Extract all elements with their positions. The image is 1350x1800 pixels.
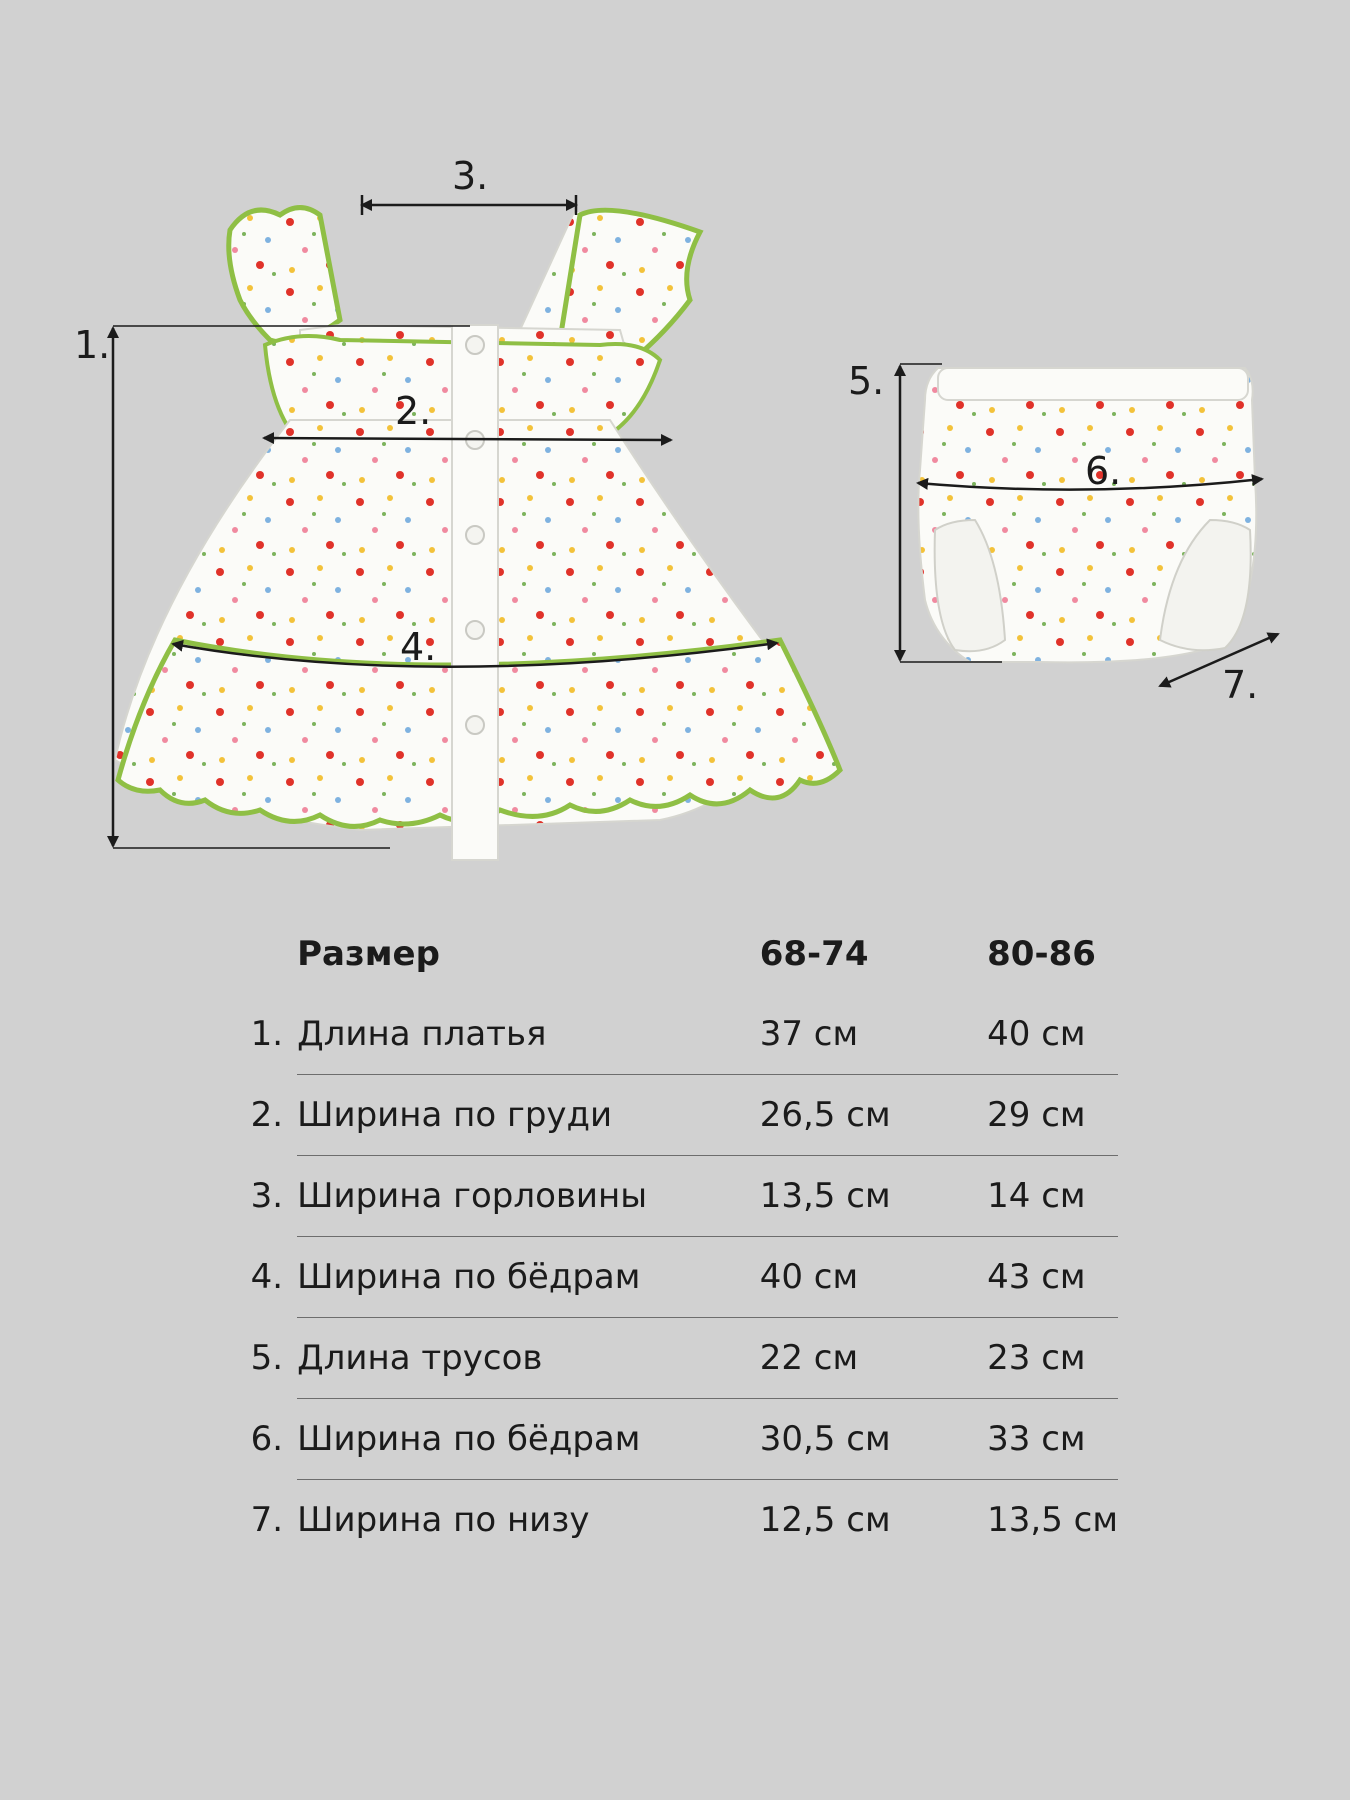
table-row [232,1075,1118,1156]
table-row [232,1156,1118,1237]
row-name: Ширина по бёдрам [297,1399,760,1480]
label-pants-length: 5. [848,359,885,403]
row-value-2: 43 см [987,1237,1118,1318]
row-number: 2. [250,1095,284,1135]
label-chest-width: 2. [395,389,432,433]
header-size-1: 68-74 [759,934,869,974]
row-value-2: 14 см [987,1156,1118,1237]
header-size-2: 80-86 [987,934,1096,974]
row-number: 3. [250,1176,284,1216]
row-number: 6. [250,1419,284,1459]
row-value-1: 37 см [759,1014,859,1054]
label-hip-width-pants: 6. [1085,449,1122,493]
table-row [232,1480,1118,1561]
table-header [232,926,1118,994]
label-hip-width-dress: 4. [400,625,437,669]
header-size-label: Размер [297,934,440,974]
row-value-1: 12,5 см [760,1480,987,1561]
row-value-2: 40 см [987,1014,1086,1054]
row-value-1: 40 см [760,1237,987,1318]
row-name: Ширина горловины [297,1156,760,1237]
row-number: 4. [250,1257,284,1297]
row-number: 1. [250,1014,284,1055]
row-number: 7. [250,1499,284,1540]
table-row [232,994,1118,1075]
table-row [232,1318,1118,1399]
pants-illustration [918,368,1256,662]
row-value-2: 23 см [987,1318,1118,1399]
row-name: Ширина по низу [297,1480,760,1561]
label-neck-width: 3. [452,154,489,198]
row-value-2: 33 см [987,1399,1118,1480]
row-value-1: 26,5 см [760,1075,987,1156]
row-name: Ширина по груди [297,1075,760,1156]
row-value-2: 13,5 см [987,1480,1118,1561]
dress-illustration [115,205,840,860]
row-value-1: 22 см [760,1318,987,1399]
row-value-1: 13,5 см [760,1156,987,1237]
size-table [232,926,1118,1560]
table-row [232,1399,1118,1480]
label-bottom-width: 7. [1222,663,1259,707]
row-name: Длина трусов [297,1318,760,1399]
row-value-1: 30,5 см [760,1399,987,1480]
row-value-2: 29 см [987,1075,1118,1156]
row-name: Ширина по бёдрам [297,1237,760,1318]
row-number: 5. [250,1338,284,1378]
label-dress-length: 1. [74,323,111,367]
row-name: Длина платья [297,1014,547,1054]
table-row [232,1237,1118,1318]
